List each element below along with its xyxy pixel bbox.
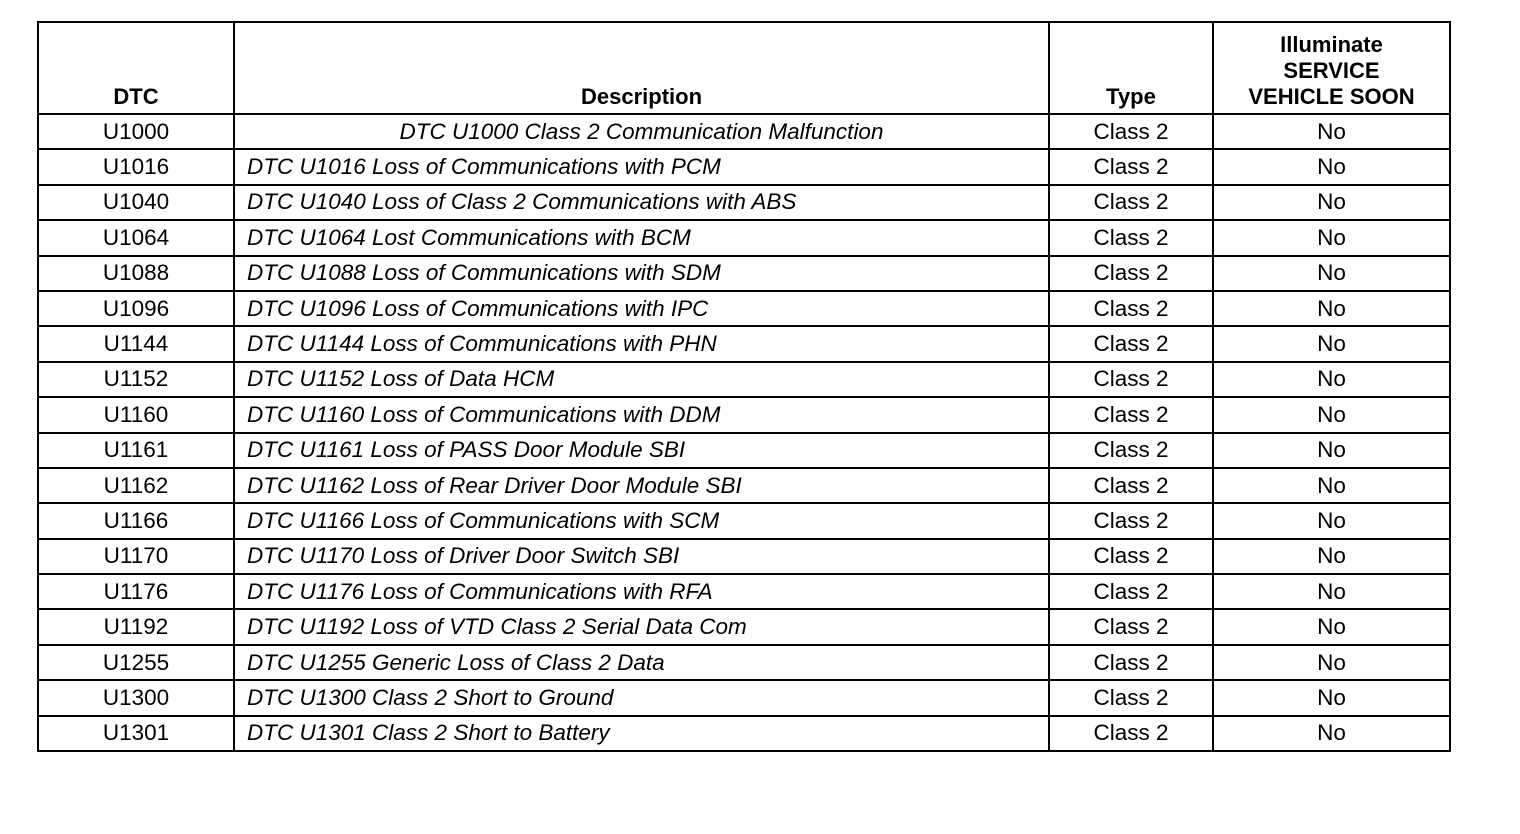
- table-row: [38, 149, 1450, 184]
- cell-dtc-code: U1176: [38, 574, 234, 609]
- cell-type: Class 2: [1049, 149, 1213, 184]
- cell-type: Class 2: [1049, 503, 1213, 538]
- table-row: [38, 256, 1450, 291]
- table-row: [38, 185, 1450, 220]
- cell-description: DTC U1301 Class 2 Short to Battery: [234, 716, 1049, 751]
- cell-description: DTC U1300 Class 2 Short to Ground: [234, 680, 1049, 715]
- cell-type: Class 2: [1049, 114, 1213, 149]
- header-soon-line-1: Illuminate: [1280, 32, 1383, 57]
- table-row: [38, 716, 1450, 751]
- cell-illuminate-soon: No: [1213, 185, 1450, 220]
- header-description: Description: [234, 22, 1049, 114]
- cell-dtc-code: U1161: [38, 433, 234, 468]
- table-header-row: [38, 22, 1450, 114]
- cell-dtc-code: U1040: [38, 185, 234, 220]
- table-row: [38, 433, 1450, 468]
- cell-description: DTC U1152 Loss of Data HCM: [234, 362, 1049, 397]
- cell-illuminate-soon: No: [1213, 256, 1450, 291]
- cell-description: DTC U1161 Loss of PASS Door Module SBI: [234, 433, 1049, 468]
- cell-illuminate-soon: No: [1213, 716, 1450, 751]
- cell-dtc-code: U1000: [38, 114, 234, 149]
- cell-type: Class 2: [1049, 468, 1213, 503]
- cell-dtc-code: U1144: [38, 326, 234, 361]
- cell-type: Class 2: [1049, 716, 1213, 751]
- header-illuminate-service-vehicle-soon: [1213, 22, 1450, 114]
- cell-illuminate-soon: No: [1213, 609, 1450, 644]
- cell-type: Class 2: [1049, 539, 1213, 574]
- cell-description: DTC U1144 Loss of Communications with PHN: [234, 326, 1049, 361]
- table-row: [38, 645, 1450, 680]
- cell-description: DTC U1176 Loss of Communications with RFA: [234, 574, 1049, 609]
- cell-illuminate-soon: No: [1213, 468, 1450, 503]
- cell-type: Class 2: [1049, 433, 1213, 468]
- cell-type: Class 2: [1049, 185, 1213, 220]
- cell-illuminate-soon: No: [1213, 326, 1450, 361]
- cell-description: DTC U1088 Loss of Communications with SDM: [234, 256, 1049, 291]
- cell-dtc-code: U1096: [38, 291, 234, 326]
- cell-dtc-code: U1192: [38, 609, 234, 644]
- cell-illuminate-soon: No: [1213, 291, 1450, 326]
- header-type: Type: [1049, 22, 1213, 114]
- cell-type: Class 2: [1049, 680, 1213, 715]
- cell-description: DTC U1064 Lost Communications with BCM: [234, 220, 1049, 255]
- cell-description: DTC U1000 Class 2 Communication Malfunction: [234, 114, 1049, 149]
- cell-dtc-code: U1160: [38, 397, 234, 432]
- table-row: [38, 397, 1450, 432]
- cell-description: DTC U1162 Loss of Rear Driver Door Module SBI: [234, 468, 1049, 503]
- cell-dtc-code: U1166: [38, 503, 234, 538]
- cell-dtc-code: U1300: [38, 680, 234, 715]
- header-soon-line-2: SERVICE: [1283, 58, 1380, 83]
- cell-type: Class 2: [1049, 609, 1213, 644]
- cell-illuminate-soon: No: [1213, 503, 1450, 538]
- table-row: [38, 609, 1450, 644]
- cell-illuminate-soon: No: [1213, 397, 1450, 432]
- cell-type: Class 2: [1049, 291, 1213, 326]
- table-row: [38, 114, 1450, 149]
- dtc-table: [37, 21, 1451, 752]
- cell-dtc-code: U1064: [38, 220, 234, 255]
- cell-dtc-code: U1301: [38, 716, 234, 751]
- header-soon-line-3: VEHICLE SOON: [1248, 84, 1415, 109]
- cell-dtc-code: U1255: [38, 645, 234, 680]
- table-row: [38, 362, 1450, 397]
- cell-illuminate-soon: No: [1213, 433, 1450, 468]
- cell-illuminate-soon: No: [1213, 362, 1450, 397]
- table-row: [38, 539, 1450, 574]
- cell-description: DTC U1170 Loss of Driver Door Switch SBI: [234, 539, 1049, 574]
- cell-description: DTC U1040 Loss of Class 2 Communications with ABS: [234, 185, 1049, 220]
- cell-illuminate-soon: No: [1213, 149, 1450, 184]
- cell-type: Class 2: [1049, 256, 1213, 291]
- cell-illuminate-soon: No: [1213, 539, 1450, 574]
- cell-dtc-code: U1162: [38, 468, 234, 503]
- cell-description: DTC U1016 Loss of Communications with PCM: [234, 149, 1049, 184]
- cell-dtc-code: U1170: [38, 539, 234, 574]
- cell-dtc-code: U1016: [38, 149, 234, 184]
- table-body: [38, 114, 1450, 751]
- cell-illuminate-soon: No: [1213, 574, 1450, 609]
- table-row: [38, 326, 1450, 361]
- cell-dtc-code: U1152: [38, 362, 234, 397]
- cell-type: Class 2: [1049, 645, 1213, 680]
- cell-illuminate-soon: No: [1213, 220, 1450, 255]
- table-row: [38, 220, 1450, 255]
- cell-description: DTC U1160 Loss of Communications with DDM: [234, 397, 1049, 432]
- cell-illuminate-soon: No: [1213, 680, 1450, 715]
- cell-dtc-code: U1088: [38, 256, 234, 291]
- cell-description: DTC U1166 Loss of Communications with SCM: [234, 503, 1049, 538]
- table-row: [38, 468, 1450, 503]
- table-row: [38, 291, 1450, 326]
- cell-type: Class 2: [1049, 326, 1213, 361]
- cell-description: DTC U1255 Generic Loss of Class 2 Data: [234, 645, 1049, 680]
- cell-illuminate-soon: No: [1213, 645, 1450, 680]
- table-row: [38, 574, 1450, 609]
- cell-description: DTC U1192 Loss of VTD Class 2 Serial Data Com: [234, 609, 1049, 644]
- cell-type: Class 2: [1049, 397, 1213, 432]
- cell-type: Class 2: [1049, 220, 1213, 255]
- cell-description: DTC U1096 Loss of Communications with IPC: [234, 291, 1049, 326]
- cell-illuminate-soon: No: [1213, 114, 1450, 149]
- cell-type: Class 2: [1049, 574, 1213, 609]
- table-row: [38, 680, 1450, 715]
- header-dtc: DTC: [38, 22, 234, 114]
- cell-type: Class 2: [1049, 362, 1213, 397]
- table-row: [38, 503, 1450, 538]
